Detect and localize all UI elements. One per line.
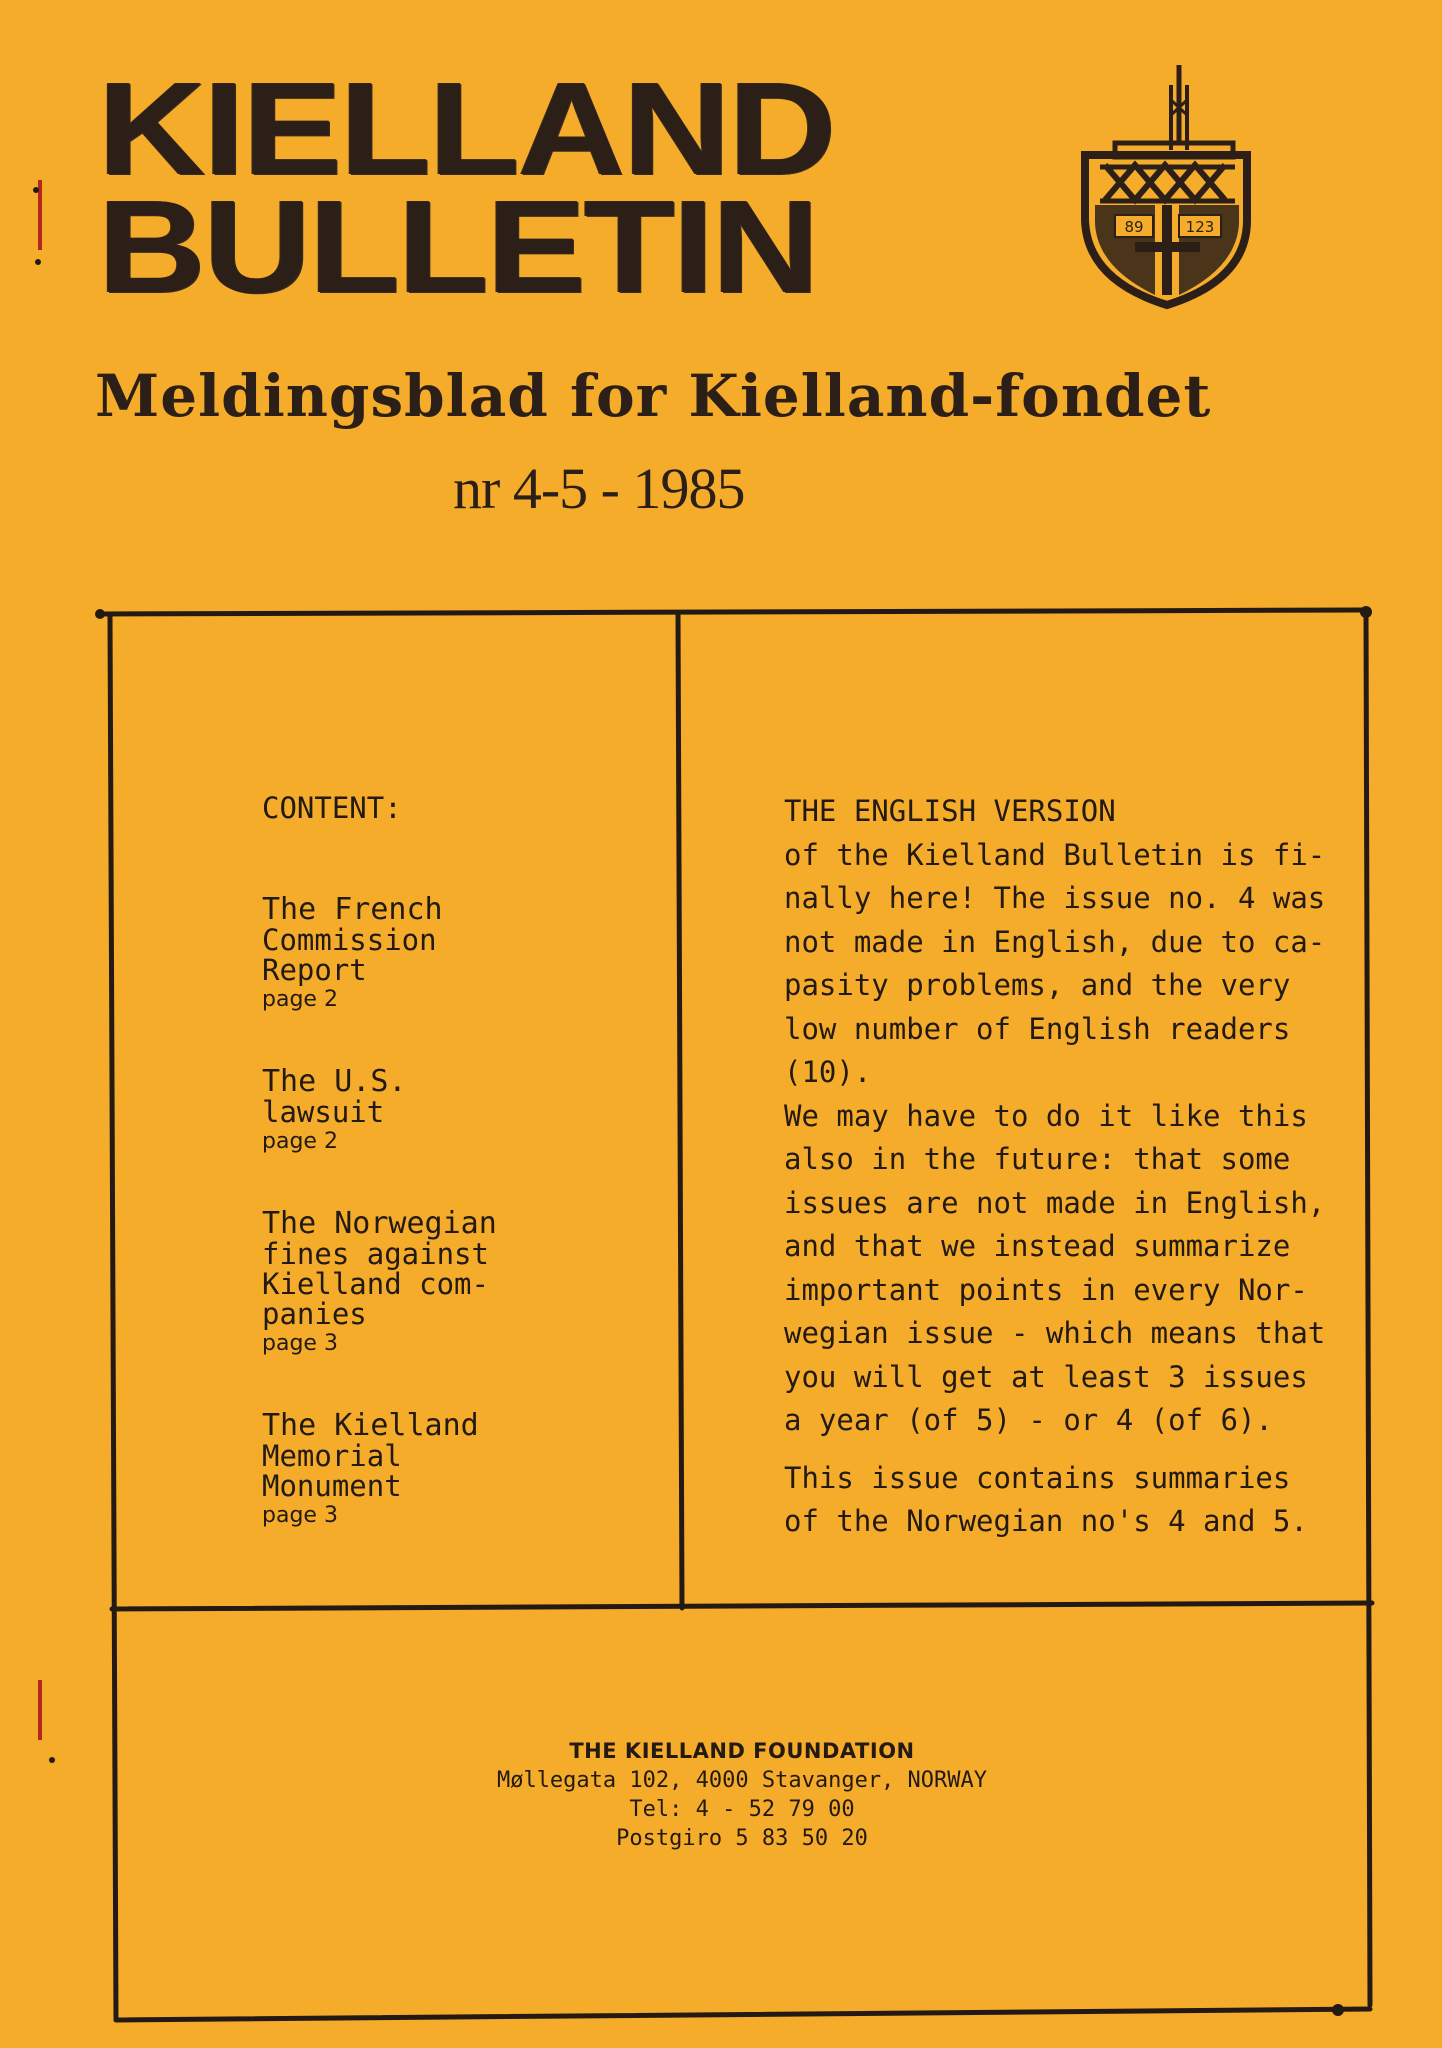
english-version-paragraph-3: This issue contains summaries of the Norwegian no's 4 and 5. xyxy=(784,1460,1308,1538)
masthead-line-bulletin: BULLETIN xyxy=(98,173,818,320)
content-item-title: The Norwegian xyxy=(262,1206,497,1241)
english-version-paragraph-1: of the Kielland Bulletin is fi- nally here! The issue no. 4 was not made in English, due to ca- pasity problems, and the very low number of English readers (10). xyxy=(784,837,1326,1089)
content-heading: CONTENT: xyxy=(262,791,402,825)
content-item-subtitle: lawsuit xyxy=(262,1095,385,1129)
content-item-title: The French xyxy=(262,892,443,927)
masthead-line-kielland: KIELLAND xyxy=(98,55,834,202)
issue-number: nr 4-5 - 1985 xyxy=(453,456,745,521)
content-item-subtitle: fines against Kielland com- panies xyxy=(262,1237,489,1331)
content-item-title: The Kielland xyxy=(262,1408,479,1443)
subtitle: Meldingsblad for Kielland-fondet xyxy=(95,362,1212,430)
content-item-page: page 2 xyxy=(262,987,338,1012)
content-item-subtitle: Commission Report xyxy=(262,923,437,987)
content-item-page: page 3 xyxy=(262,1503,338,1528)
content-item-page: page 2 xyxy=(262,1129,338,1154)
content-item-page: page 3 xyxy=(262,1331,338,1356)
english-version-heading: THE ENGLISH VERSION xyxy=(784,794,1116,828)
emblem-number-left: 89 xyxy=(1124,218,1144,236)
content-item-subtitle: Memorial Monument xyxy=(262,1439,402,1503)
foundation-street-address: Møllegata 102, 4000 Stavanger, NORWAY xyxy=(496,1768,988,1793)
foundation-postgiro: Postgiro 5 83 50 20 xyxy=(616,1826,868,1851)
content-item-title: The U.S. xyxy=(262,1064,407,1099)
english-version-paragraph-2: We may have to do it like this also in the future: that some issues are not made in English, and that we instead summarize important points in every Nor- wegian issue - which means that you will get at least 3 issues a year (of 5) - or 4 (of 6). xyxy=(784,1098,1326,1437)
foundation-name: THE KIELLAND FOUNDATION xyxy=(569,1739,915,1763)
foundation-telephone: Tel: 4 - 52 79 00 xyxy=(629,1797,855,1822)
emblem-number-right: 123 xyxy=(1185,218,1215,236)
